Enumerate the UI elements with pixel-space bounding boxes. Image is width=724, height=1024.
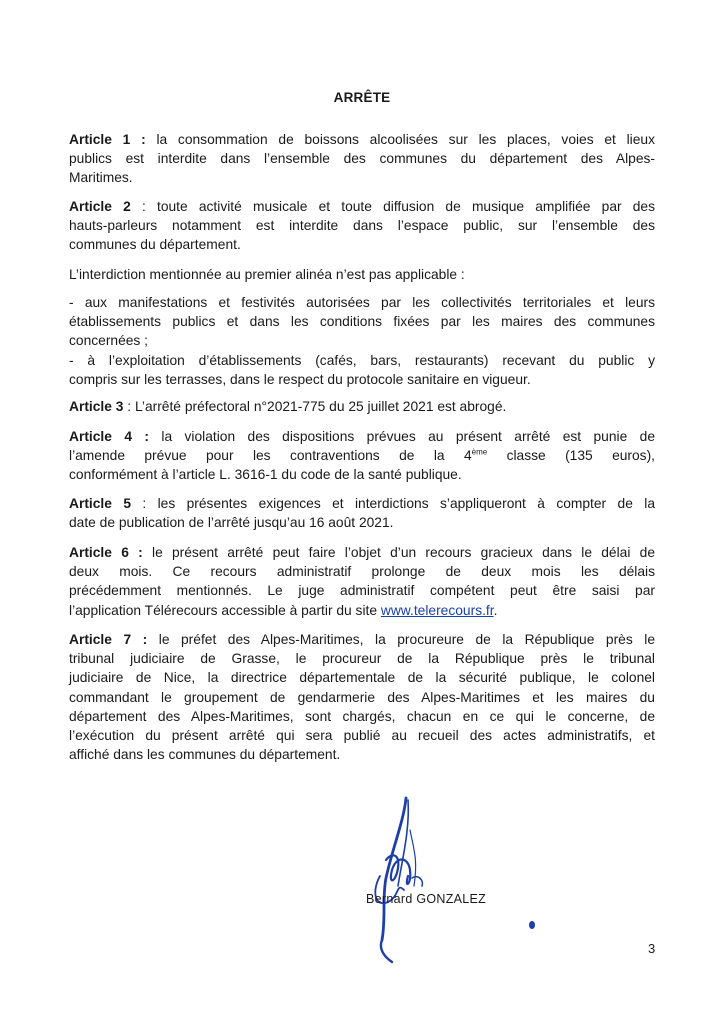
document-title: ARRÊTE (333, 90, 391, 105)
article-1: Article 1 : la consommation de boissons alcoolisées sur les places, voies et lieux publics est interdite dans l’ensemble des communes du département des Alpes- Maritimes. (69, 132, 655, 186)
article-1-label: Article 1 : (69, 132, 146, 147)
article-4-label: Article 4 : (69, 429, 149, 444)
article-3: Article 3 : L’arrêté préfectoral n°2021-775 du 25 juillet 2021 est abrogé. (69, 399, 507, 414)
exception-list: - aux manifestations et festivités autorisées par les collectivités territoriales et leurs établissements publics et dans les conditions fixées par les maires des communes concernées ; - à l’exploitation d’établissements (cafés, bars, restaurants) recevant du public y compris sur les terrasses, dans le respect du protocole sanitaire en vigueur. (69, 295, 655, 387)
article-2-label: Article 2 (69, 199, 131, 214)
signatory-name: Bernard GONZALEZ (366, 892, 487, 906)
article-7-label: Article 7 : (69, 632, 148, 647)
article-5: Article 5 : les présentes exigences et interdictions s’appliqueront à compter de la date de publication de l’arrêté jusqu’au 16 août 2021. (69, 496, 655, 531)
article-6-label: Article 6 : (69, 545, 143, 560)
telerecours-link[interactable]: www.telerecours.fr (380, 602, 494, 618)
page-number: 3 (648, 941, 656, 956)
article-6: Article 6 : le présent arrêté peut faire l’objet d’un recours gracieux dans le délai de deux mois. Ce recours administratif prolonge de deux mois les délais précédemment mentionnés. Le juge administratif compétent peut être saisi par l’application Télérecours accessible à partir du site www.telerecours.fr. (69, 545, 656, 618)
exception-item-1: - aux manifestations et festivités autorisées par les collectivités territoriales et leurs (69, 295, 655, 310)
article-2: Article 2 : toute activité musicale et toute diffusion de musique amplifiée par des hauts-parleurs notamment est interdite dans l’espace public, sur l’ensemble des communes du département. (69, 199, 656, 253)
article-4: Article 4 : la violation des dispositions prévues au présent arrêté est punie de l’amende prévue pour les contraventions de la 4ème classe (135 euros), conformément à l’article L. 3616-1 du code de la santé publique. (69, 429, 656, 483)
handwritten-signature (352, 790, 542, 970)
article-7: Article 7 : le préfet des Alpes-Maritimes, la procureure de la République près le tribunal judiciaire de Grasse, le procureur de la République près le tribunal judiciaire de Nice, la directrice départementale de la sécurité publique, le colonel commandant le groupement de gendarmerie des Alpes-Maritimes et les maires du département des Alpes-Maritimes, sont chargés, chacun en ce qui le concerne, de l’exécution du présent arrêté qui sera publié au recueil des actes administratifs, et affiché dans les communes du département. (69, 632, 655, 763)
article-5-label: Article 5 (69, 496, 131, 511)
exception-intro: L’interdiction mentionnée au premier alinéa n’est pas applicable : (69, 267, 465, 282)
exception-item-2: - à l’exploitation d’établissements (cafés, bars, restaurants) recevant du public y (69, 352, 655, 368)
article-3-label: Article 3 (69, 399, 124, 414)
